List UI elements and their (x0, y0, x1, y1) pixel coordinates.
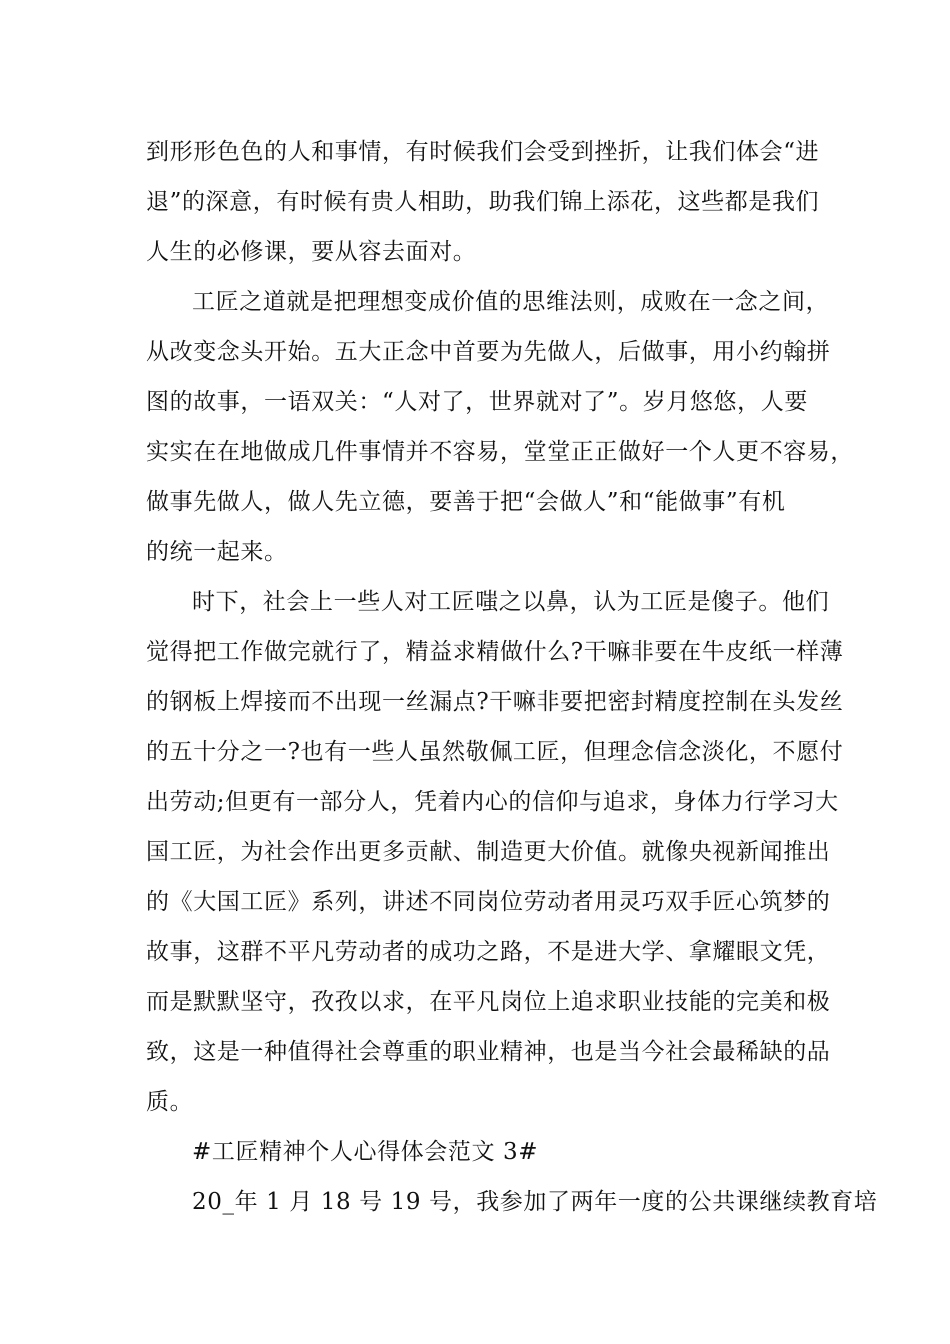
paragraph-line: 人生的必修课，要从容去面对。 (146, 239, 477, 265)
paragraph-line: 到形形色色的人和事情，有时候我们会受到挫折，让我们体会“进 (146, 139, 820, 165)
paragraph-line: 质。 (146, 1089, 194, 1115)
paragraph-line: 从改变念头开始。五大正念中首要为先做人，后做事，用小约翰拼 (146, 339, 831, 365)
paragraph-line: 故事，这群不平凡劳动者的成功之路，不是进大学、拿耀眼文凭， (146, 939, 831, 965)
paragraph-line: 实实在在地做成几件事情并不容易，堂堂正正做好一个人更不容易， (146, 439, 854, 465)
paragraph-line: 退”的深意，有时候有贵人相助，助我们锦上添花，这些都是我们 (146, 189, 820, 215)
paragraph-line: 致，这是一种值得社会尊重的职业精神，也是当今社会最稀缺的品 (146, 1039, 831, 1065)
paragraph-line: 时下，社会上一些人对工匠嗤之以鼻，认为工匠是傻子。他们 (192, 589, 830, 615)
paragraph-line: 的钢板上焊接而不出现一丝漏点?干嘛非要把密封精度控制在头发丝 (146, 689, 844, 715)
paragraph-line: 而是默默坚守，孜孜以求，在平凡岗位上追求职业技能的完美和极 (146, 989, 831, 1015)
paragraph-line: 觉得把工作做完就行了，精益求精做什么?干嘛非要在牛皮纸一样薄 (146, 639, 844, 665)
paragraph-line: 图的故事，一语双关：“人对了，世界就对了”。岁月悠悠，人要 (146, 389, 808, 415)
paragraph-line: 20_年 1 月 18 号 19 号，我参加了两年一度的公共课继续教育培 (192, 1189, 878, 1215)
paragraph-line: 国工匠，为社会作出更多贡献、制造更大价值。就像央视新闻推出 (146, 839, 831, 865)
section-heading: #工匠精神个人心得体会范文 3# (192, 1139, 539, 1165)
paragraph-line: 的五十分之一?也有一些人虽然敬佩工匠，但理念信念淡化，不愿付 (146, 739, 844, 765)
paragraph-line: 工匠之道就是把理想变成价值的思维法则，成败在一念之间， (192, 289, 830, 315)
paragraph-line: 的统一起来。 (146, 539, 288, 565)
paragraph-line: 做事先做人，做人先立德，要善于把“会做人”和“能做事”有机 (146, 489, 786, 515)
paragraph-line: 出劳动;但更有一部分人，凭着内心的信仰与追求，身体力行学习大 (146, 789, 839, 815)
paragraph-line: 的《大国工匠》系列，讲述不同岗位劳动者用灵巧双手匠心筑梦的 (146, 889, 831, 915)
